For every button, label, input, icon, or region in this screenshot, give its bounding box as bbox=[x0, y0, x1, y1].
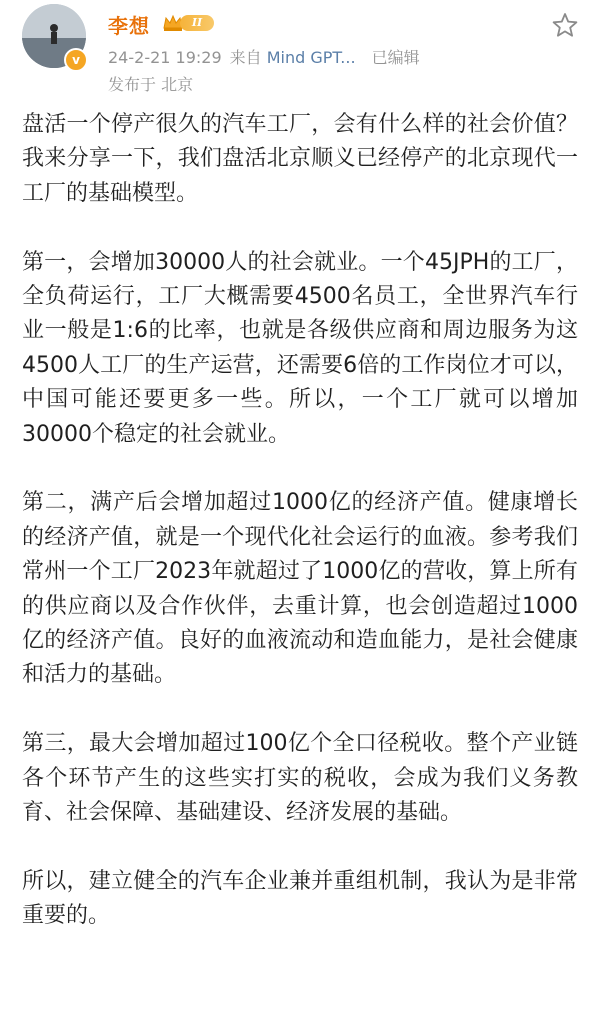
star-icon bbox=[552, 12, 578, 38]
rank-level-label: II bbox=[180, 15, 214, 31]
rank-badge[interactable] bbox=[162, 12, 218, 34]
verified-badge-icon: v bbox=[64, 48, 88, 72]
post-body bbox=[22, 108, 578, 968]
post-meta bbox=[108, 45, 420, 68]
source-link[interactable]: Mind GPT... bbox=[266, 48, 356, 67]
post-paragraph-3: 第二，满产后会增加超过1000亿的经济产值。健康增长的经济产值，就是一个现代化社会运行的血液。参考我们常州一个工厂2023年就超过了1000亿的营收，算上所有的供应商以及合作伙伴，去重计算，也会创造超过1000亿的经济产值。良好的血液流动和造血能力，是社会健康和活力的基础。 bbox=[22, 490, 578, 688]
post-paragraph-4: 第三，最大会增加超过100亿个全口径税收。整个产业链各个环节产生的这些实打实的税收，会成为我们义务教育、社会保障、基础建设、经济发展的基础。 bbox=[22, 731, 578, 826]
favorite-star-button[interactable] bbox=[552, 12, 578, 38]
post-paragraph-5: 所以，建立健全的汽车企业兼并重组机制，我认为是非常重要的。 bbox=[22, 868, 578, 929]
author-avatar[interactable] bbox=[22, 4, 86, 68]
post-header bbox=[0, 0, 600, 100]
edited-label[interactable]: 已编辑 bbox=[371, 48, 420, 67]
source-prefix: 来自 bbox=[229, 48, 262, 67]
post-paragraph-2: 第一，会增加30000人的社会就业。一个45JPH的工厂，全负荷运行，工厂大概需要4500名员工，全世界汽车行业一般是1:6的比率，也就是各级供应商和周边服务为这4500人工厂的生产运营，还需要6倍的工作岗位才可以，中国可能还要更多一些。所以，一个工厂就可以增加30000个稳定的社会就业。 bbox=[22, 249, 578, 447]
post-paragraph-1: 盘活一个停产很久的汽车工厂，会有什么样的社会价值？我来分享一下，我们盘活北京顺义已经停产的北京现代一工厂的基础模型。 bbox=[22, 112, 578, 206]
author-name[interactable]: 李想 bbox=[108, 14, 150, 38]
post-location: 发布于 北京 bbox=[108, 75, 194, 94]
post-timestamp: 24-2-21 19:29 bbox=[108, 48, 222, 67]
